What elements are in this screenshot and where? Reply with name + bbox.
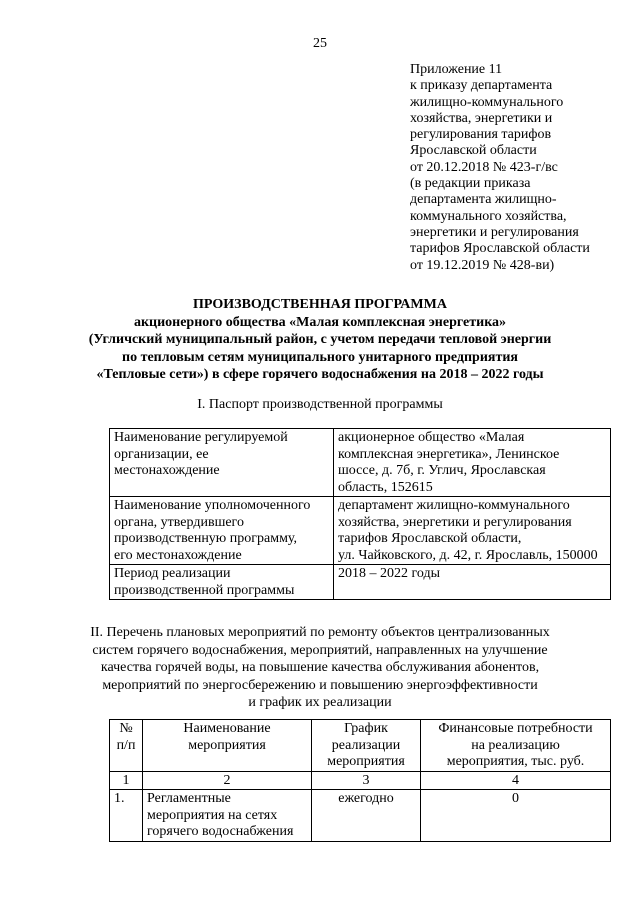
cell-line: акционерное общество «Малая xyxy=(338,430,525,445)
table-row xyxy=(110,429,611,497)
table-cell: ежегодно xyxy=(312,790,421,842)
table-cell xyxy=(110,497,334,565)
cell-line: Период реализации xyxy=(114,566,231,581)
cell-line: организации, ее xyxy=(114,446,209,462)
passport-table xyxy=(109,428,611,600)
heading-line: качества горячей воды, на повышение качества обслуживания абонентов, xyxy=(100,660,540,675)
cell-line: производственную программу, xyxy=(114,531,298,546)
cell-line: мероприятия xyxy=(188,737,266,753)
cell-line: местонахождение xyxy=(114,463,220,478)
appendix-line: Приложение 11 xyxy=(410,62,503,77)
cell-line: Наименование xyxy=(183,721,271,736)
cell-line: Регламентные xyxy=(147,791,231,806)
appendix-line: жилищно-коммунального xyxy=(410,94,564,110)
heading-line: и график их реализации xyxy=(248,695,392,710)
cell-line: департамент жилищно-коммунального xyxy=(338,498,570,513)
appendix-line: энергетики и регулирования xyxy=(410,224,579,240)
cell-line: Наименование уполномоченного xyxy=(114,498,311,513)
appendix-line: коммунального хозяйства, xyxy=(410,208,567,224)
cell-line: тарифов Ярославской области, xyxy=(338,531,522,546)
table-cell xyxy=(334,565,611,600)
title-line: «Тепловые сети») в сфере горячего водоснабжения на 2018 – 2022 годы xyxy=(96,367,544,382)
cell-line: График xyxy=(344,721,388,736)
title-line: (Угличский муниципальный район, с учетом передачи тепловой энергии xyxy=(88,332,552,347)
cell-line: органа, утвердившего xyxy=(114,514,244,530)
table-cell xyxy=(110,429,334,497)
appendix-line: к приказу департамента xyxy=(410,78,553,94)
table-cell: 3 xyxy=(312,771,421,790)
heading-line: мероприятий по энергосбережению и повышению энергоэффективности xyxy=(102,677,538,693)
table-row xyxy=(110,497,611,565)
section1-heading: I. Паспорт производственной программы xyxy=(197,397,443,412)
cell-line: ул. Чайковского, д. 42, г. Ярославль, 150000 xyxy=(338,547,598,563)
table-cell: 4 xyxy=(421,771,611,790)
cell-line: Финансовые потребности xyxy=(438,721,593,736)
table-header-cell xyxy=(143,720,312,772)
table-header-row xyxy=(110,720,611,772)
cell-line: № xyxy=(119,721,133,736)
appendix-line: (в редакции приказа xyxy=(410,176,531,192)
appendix-line: тарифов Ярославской области xyxy=(410,241,590,257)
cell-line: 2018 – 2022 годы xyxy=(338,566,441,581)
appendix-line: регулирования тарифов xyxy=(410,127,552,143)
heading-line: систем горячего водоснабжения, мероприятий, направленных на улучшение xyxy=(92,642,548,658)
appendix-line: Ярославской области xyxy=(410,143,537,159)
cell-line: реализации xyxy=(331,737,401,753)
table-header-cell xyxy=(312,720,421,772)
appendix-line: хозяйства, энергетики и xyxy=(410,110,553,126)
table-header-cell xyxy=(110,720,143,772)
activities-table xyxy=(109,719,611,842)
column-number-row xyxy=(110,771,611,790)
appendix-note xyxy=(410,62,630,274)
title-line: акционерного общества «Малая комплексная энергетика» xyxy=(133,314,507,330)
cell-line: комплексная энергетика», Ленинское xyxy=(338,446,560,462)
appendix-line: от 20.12.2018 № 423-г/вс xyxy=(410,159,558,175)
title-line: по тепловым сетям муниципального унитарного предприятия xyxy=(122,349,518,365)
table-row xyxy=(110,790,611,842)
appendix-line: департамента жилищно- xyxy=(410,192,557,208)
appendix-line: от 19.12.2019 № 428-ви) xyxy=(410,257,555,273)
cell-line: Наименование регулируемой xyxy=(114,430,288,445)
section2-heading xyxy=(0,624,640,712)
table-row xyxy=(110,565,611,600)
table-cell: 2 xyxy=(143,771,312,790)
document-title xyxy=(0,296,640,384)
cell-line: шоссе, д. 7б, г. Углич, Ярославская xyxy=(338,463,546,478)
cell-line: на реализацию xyxy=(471,737,560,753)
cell-line: область, 152615 xyxy=(338,479,433,495)
table-cell xyxy=(110,565,334,600)
cell-line: мероприятия на сетях xyxy=(147,807,278,823)
table-cell xyxy=(334,497,611,565)
table-cell: 1. xyxy=(110,790,143,842)
cell-line: горячего водоснабжения xyxy=(147,824,294,839)
table-cell xyxy=(143,790,312,842)
cell-line: мероприятия, тыс. руб. xyxy=(446,754,585,769)
table-cell: 1 xyxy=(110,771,143,790)
table-cell xyxy=(334,429,611,497)
cell-line: п/п xyxy=(116,737,136,753)
cell-line: мероприятия xyxy=(327,754,405,769)
title-line: ПРОИЗВОДСТВЕННАЯ ПРОГРАММА xyxy=(193,297,447,312)
table-header-cell xyxy=(421,720,611,772)
cell-line: его местонахождение xyxy=(114,547,242,563)
heading-line: II. Перечень плановых мероприятий по ремонту объектов централизованных xyxy=(90,625,550,640)
cell-line: производственной программы xyxy=(114,582,295,598)
table-cell: 0 xyxy=(421,790,611,842)
page-number: 25 xyxy=(313,36,327,51)
cell-line: хозяйства, энергетики и регулирования xyxy=(338,514,572,530)
